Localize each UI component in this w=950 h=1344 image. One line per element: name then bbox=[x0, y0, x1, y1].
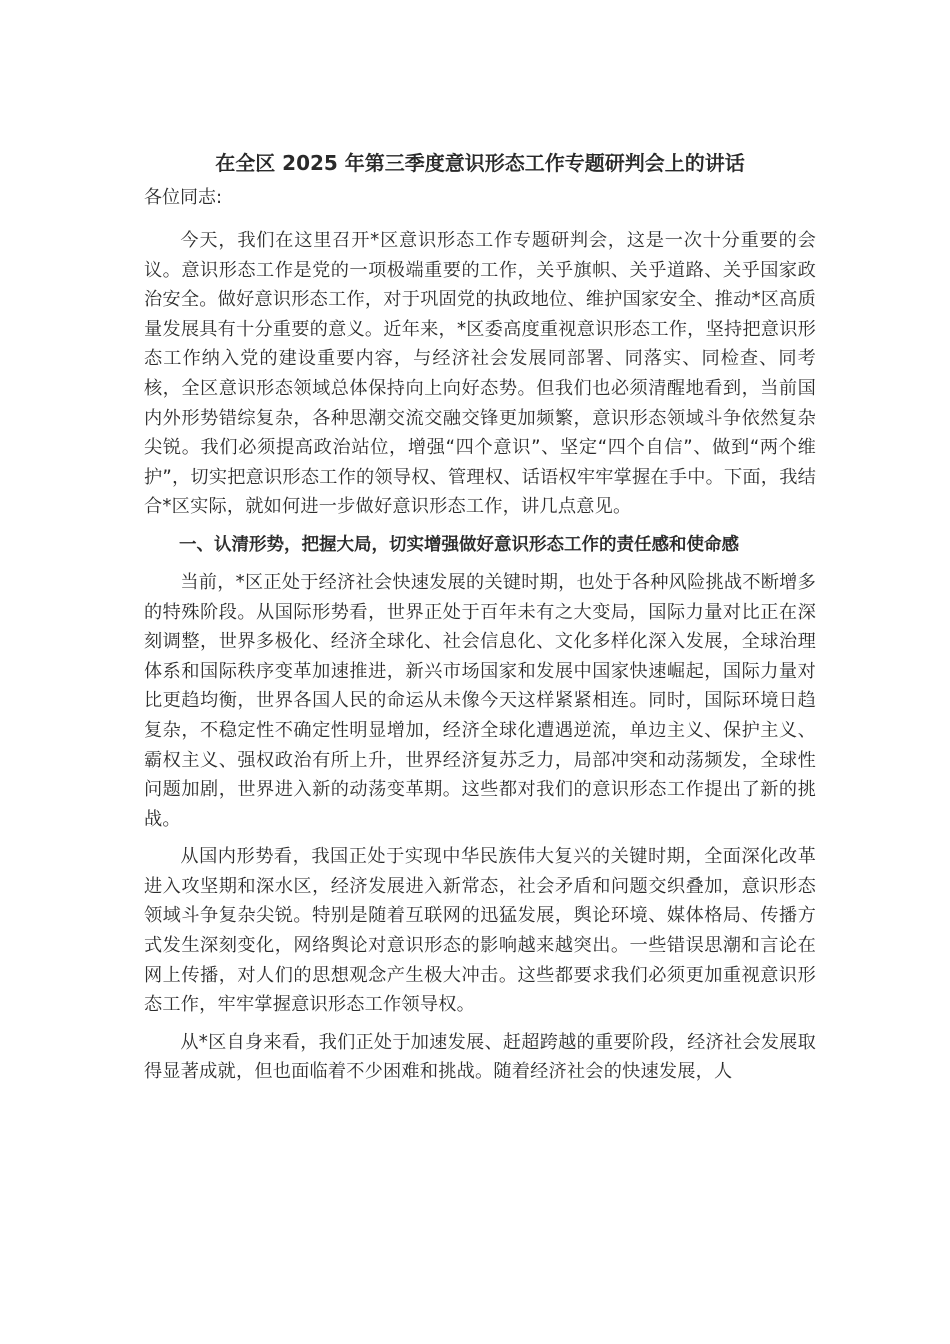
section-heading-1: 一、认清形势，把握大局，切实增强做好意识形态工作的责任感和使命感 bbox=[179, 534, 739, 555]
section-1-paragraph-3: 从*区自身来看，我们正处于加速发展、赶超跨越的重要阶段，经济社会发展取得显著成就，但也面临着不少困难和挑战。随着经济社会的快速发展，人 bbox=[144, 1031, 816, 1083]
section-1-paragraph-2: 从国内形势看，我国正处于实现中华民族伟大复兴的关键时期，全面深化改革进入攻坚期和深水区，经济发展进入新常态，社会矛盾和问题交织叠加，意识形态领域斗争复杂尖锐。特别是随着互联网的迅猛发展，舆论环境、媒体格局、传播方式发生深刻变化，网络舆论对意识形态的影响越来越突出。一些错误思潮和言论在网上传播，对人们的思想观念产生极大冲击。这些都要求我们必须更加重视意识形态工作，牢牢掌握意识形态工作领导权。 bbox=[144, 846, 816, 1016]
salutation: 各位同志: bbox=[144, 187, 223, 208]
document-title: 在全区 2025 年第三季度意识形态工作专题研判会上的讲话 bbox=[215, 151, 745, 175]
section-1-paragraph-1: 当前，*区正处于经济社会快速发展的关键时期，也处于各种风险挑战不断增多的特殊阶段。从国际形势看，世界正处于百年未有之大变局，国际力量对比正在深刻调整，世界多极化、经济全球化、社会信息化、文化多样化深入发展，全球治理体系和国际秩序变革加速推进，新兴市场国家和发展中国家快速崛起，国际力量对比更趋均衡，世界各国人民的命运从未像今天这样紧紧相连。同时，国际环境日趋复杂，不稳定性不确定性明显增加，经济全球化遭遇逆流，单边主义、保护主义、霸权主义、强权政治有所上升，世界经济复苏乏力，局部冲突和动荡频发，全球性问题加剧，世界进入新的动荡变革期。这些都对我们的意识形态工作提出了新的挑战。 bbox=[144, 571, 816, 830]
document-page bbox=[144, 146, 816, 1095]
intro-paragraph: 今天，我们在这里召开*区意识形态工作专题研判会，这是一次十分重要的会议。意识形态工作是党的一项极端重要的工作，关乎旗帜、关乎道路、关乎国家政治安全。做好意识形态工作，对于巩固党的执政地位、维护国家安全、推动*区高质量发展具有十分重要的意义。近年来，*区委高度重视意识形态工作，坚持把意识形态工作纳入党的建设重要内容，与经济社会发展同部署、同落实、同检查、同考核，全区意识形态领域总体保持向上向好态势。但我们也必须清醒地看到，当前国内外形势错综复杂，各种思潮交流交融交锋更加频繁，意识形态领域斗争依然复杂尖锐。我们必须提高政治站位，增强“四个意识”、坚定“四个自信”、做到“两个维护”，切实把意识形态工作的领导权、管理权、话语权牢牢掌握在手中。下面，我结合*区实际，就如何进一步做好意识形态工作，讲几点意见。 bbox=[144, 230, 816, 518]
